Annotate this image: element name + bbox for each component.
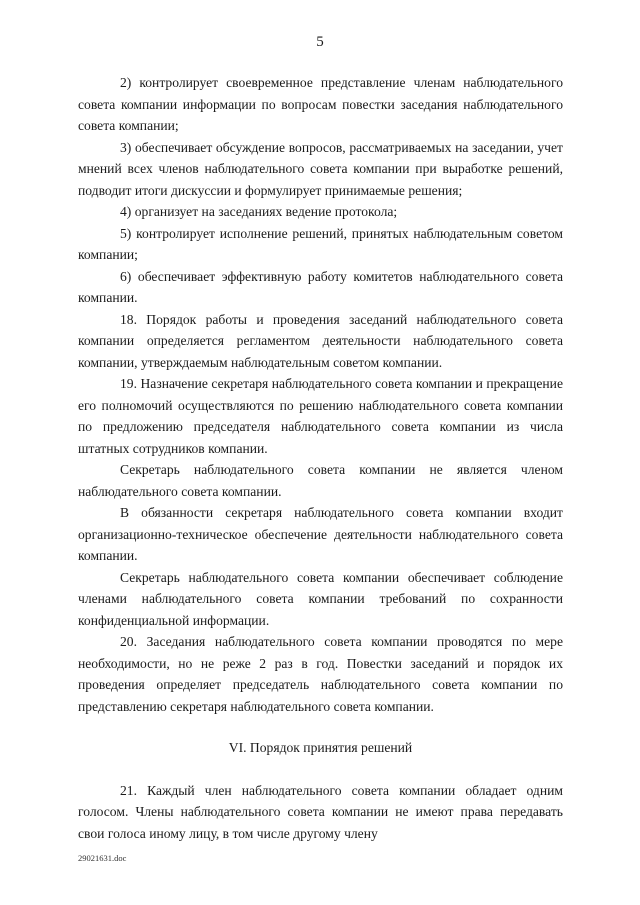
paragraph: 18. Порядок работы и проведения заседаний наблюдательного совета компании определяется регламентом деятельности наблюдательного совета компании, утверждаемым наблюдательным советом компании. bbox=[78, 311, 563, 370]
paragraph: 6) обеспечивает эффективную работу комитетов наблюдательного совета компании. bbox=[78, 268, 563, 305]
paragraph: 20. Заседания наблюдательного совета компании проводятся по мере необходимости, но не реже 2 раз в год. Повестки заседаний и порядок их проведения определяет председатель наблюдательного совета компании по представлению секретаря наблюдательного совета компании. bbox=[78, 634, 563, 714]
paragraph: 5) контролирует исполнение решений, принятых наблюдательным советом компании; bbox=[78, 225, 563, 262]
paragraph: 2) контролирует своевременное представление членам наблюдательного совета компании информации по вопросам повестки заседания наблюдательного совета компании; bbox=[78, 75, 563, 133]
document-body bbox=[78, 72, 563, 844]
paragraph: Секретарь наблюдательного совета компании не является членом наблюдательного совета компании. bbox=[78, 462, 563, 499]
paragraph: Секретарь наблюдательного совета компании обеспечивает соблюдение членами наблюдательного совета компании требований по сохранности конфиденциальной информации. bbox=[78, 569, 563, 628]
paragraph: 4) организует на заседаниях ведение протокола; bbox=[120, 204, 398, 219]
section-heading: VI. Порядок принятия решений bbox=[228, 740, 413, 755]
paragraph: 21. Каждый член наблюдательного совета компании обладает одним голосом. Члены наблюдательного совета компании не имеют права передавать свои голоса иному лицу, в том числе другому члену bbox=[78, 782, 563, 841]
paragraph: В обязанности секретаря наблюдательного совета компании входит организационно-техническое обеспечение деятельности наблюдательного совета компании. bbox=[78, 505, 563, 563]
footer-file-code: 29021631.doc bbox=[78, 853, 127, 863]
page-number: 5 bbox=[316, 34, 324, 50]
paragraph: 3) обеспечивает обсуждение вопросов, рассматриваемых на заседании, учет мнений всех членов наблюдательного совета компании при выработке решений, подводит итоги дискуссии и формулирует принимаемые решения; bbox=[78, 139, 563, 198]
paragraph: 19. Назначение секретаря наблюдательного совета компании и прекращение его полномочий осуществляются по решению наблюдательного совета компании по предложению председателя наблюдательного совета компании из числа штатных сотрудников компании. bbox=[78, 376, 563, 456]
